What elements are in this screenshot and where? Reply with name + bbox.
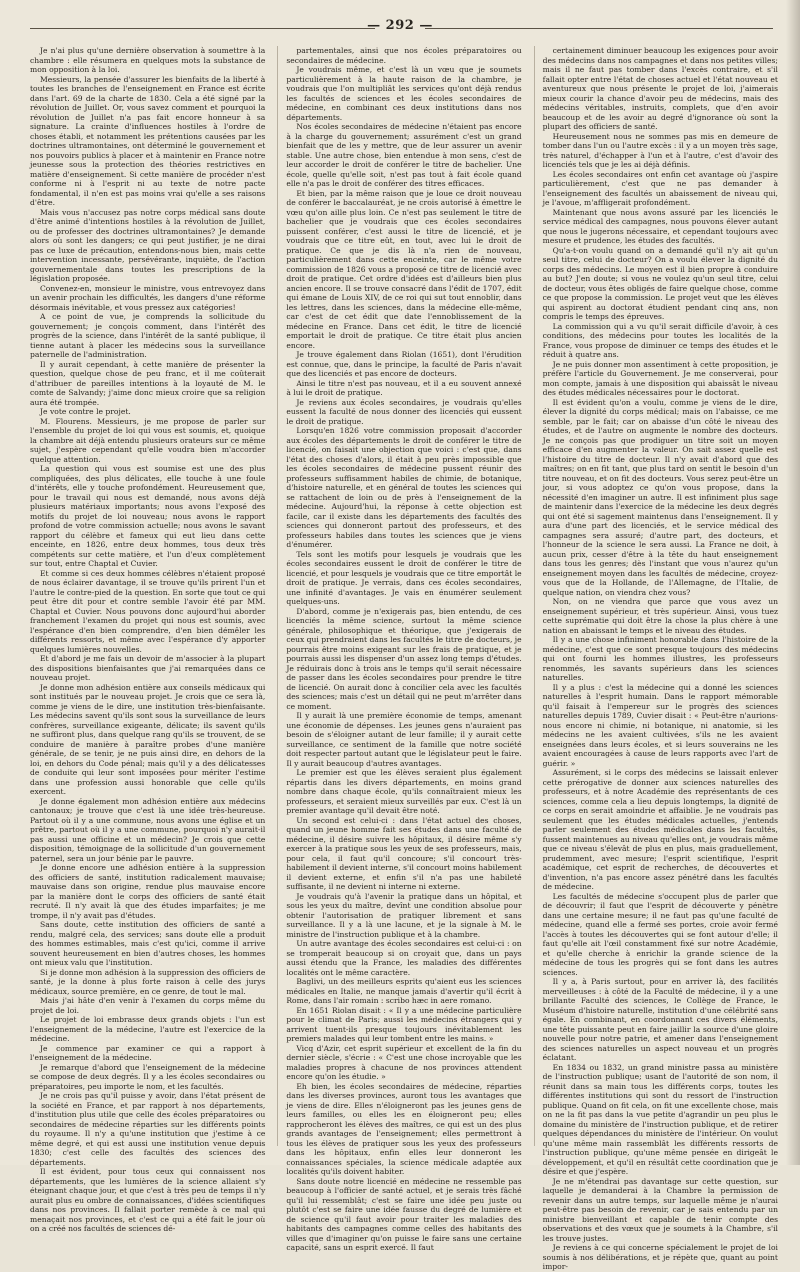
paragraph: Messieurs, la pensée d'assurer les bienfaits de la liberté à toutes les branches de l'enseignement en France est écrite dans l'art. 69 de la charte de 1830. Cela a été signé par la révolution de Juillet. Or, vous savez comment et pourquoi la révolution de Juillet n'a pas fait encore honneur à sa signature. La crainte d'influences hostiles à l'ordre de choses établi, et notamment les prétentions causées par les doctrines ultramontaines, ont déterminé le gouvernement et nos pouvoirs publics à placer et à maintenir en France notre jeunesse sous la protection des théories restrictives en matière d'enseignement. Si cette manière de procéder n'est conforme ni à l'esprit ni au texte de notre pacte fondamental, il n'en est pas moins vrai qu'elle a ses raisons d'être. xyxy=(30,74,266,207)
paragraph: Il est évident, pour tous ceux qui connaissent nos départements, que les lumières de la science allaient s'y éteignant chaque jour, et que c'est à très peu de temps il n'y aurait plus eu ombre de connaissances, d'idées scientifiques dans nos provinces. Il fallait porter remède à ce mal qui menaçait nos provinces, et c'est ce qui a été fait le jour où on a créé nos facultés de sciences dé- xyxy=(30,1167,266,1233)
column-middle xyxy=(277,46,522,1252)
header-rule-right xyxy=(425,28,773,29)
paragraph: Je vote contre le projet. xyxy=(40,407,131,416)
paragraph: Il y aurait cependant, à cette manière de présenter la question, quelque chose de peu franc, et il me coûterait d'attribuer de pareilles intentions à la loyauté de M. le comte de Salvandy; j'aime donc mieux croire que sa religion aura été trompée. xyxy=(30,359,266,407)
text-columns xyxy=(30,46,778,1271)
paragraph: D'abord, comme je n'exigerais pas, bien entendu, de ces licenciés la même science, surtout la même science générale, philosophique et théorique, que j'exigerais de ceux qui prendraient dans les facultés le titre de docteurs, je pourrais être moins exigeant sur les frais de pratique, et je pourrais aussi les dispenser d'un assez long temps d'études. Je réduirais donc à trois ans le temps qu'il serait nécessaire de passer dans les écoles secondaires pour prendre le titre de licencié. On aurait donc à concilier cela avec les facultés des sciences; mais c'est un détail qui ne peut m'arrêter dans ce moment. xyxy=(286,606,522,711)
paragraph: Les écoles secondaires ont enfin cet avantage où j'aspire particulièrement, c'est que ne pas demander à l'enseignement des facultés un abaissement de niveau qui, je l'avoue, m'affligerait profondément. xyxy=(542,169,778,207)
paragraph: En 1834 ou 1832, un grand ministre passa au ministère de l'instruction publique; usant de l'autorité de son nom, il réunit dans sa main tous les différents corps, toutes les différentes institutions qui sont du ressort de l'instruction publique. Quand on fit cela, on fit une excellente chose, mais on ne la fit pas dans la vue petite d'agrandir un peu plus le domaine du ministère de l'instruction publique, et de retirer quelques dépendances du ministère de l'intérieur. On voulut qu'une même main rassemblât les différents ressorts de l'instruction publique, qu'une même pensée en dirigeât le développement, et qu'il en résultât cette coordination que je désire et que j'espère. xyxy=(542,1062,778,1176)
paragraph: La question qui vous est soumise est une des plus compliquées, des plus délicates, elle touche à une foule d'intérêts, elle y touche profondément. Heureusement que, pour le travail qui nous est demandé, nous avons déjà plusieurs matériaux importants; nous avons l'exposé des motifs du projet de loi nouveau; nous avons le rapport profond de votre commission actuelle; nous avons le savant rapport du célèbre et fameux qui eut lieu dans cette enceinte, en 1826, entre deux hommes, tous deux très compétents sur cette matière, et l'un d'eux complètement sur tout, entre Chaptal et Cuvier. xyxy=(30,464,266,568)
paragraph: Si je donne mon adhésion à la suppression des officiers de santé, je la donne à plus forte raison à celle des jurys médicaux, source première, en ce genre, de tout le mal. xyxy=(30,967,266,996)
paragraph: Baglivi, un des meilleurs esprits qu'aient eus les sciences médicales en Italie, ne manque jamais d'avertir qu'il écrit à Rome, dans l'air romain : scribo hæc in aere romano. xyxy=(286,977,522,1005)
paragraph: Ainsi le titre n'est pas nouveau, et il a eu souvent annexé à lui le droit de pratique. xyxy=(286,378,522,397)
paragraph: Je ne crois pas qu'il puisse y avoir, dans l'état présent de la société en France, et par rapport à nos départements, d'institution plus utile que celle des écoles préparatoires ou secondaires de médecine réparties sur les différents points du royaume. Il n'y a qu'une institution que j'estime à ce même degré, et qui est aussi une institution venue depuis 1830; c'est celle des facultés des sciences des départements. xyxy=(30,1091,266,1167)
paragraph: A ce point de vue, je comprends la sollicitude du gouvernement; je conçois comment, dans l'intérêt des progrès de la science, dans l'intérêt de la santé publique, il tienne autant à placer les médecins sous la surveillance paternelle de l'administration. xyxy=(30,312,266,359)
paragraph: Un autre avantage des écoles secondaires est celui-ci : on se tromperait beaucoup si on croyait que, dans un pays aussi étendu que la France, les maladies des différentes localités ont le même caractère. xyxy=(286,939,522,977)
paragraph: Mais j'ai hâte d'en venir à l'examen du corps même du projet de loi. xyxy=(30,996,266,1015)
column-left xyxy=(30,46,266,1233)
paragraph: Tels sont les motifs pour lesquels je voudrais que les écoles secondaires eussent le droit de conférer le titre de licencié, et pour lesquels je voudrais que ce titre emportât le droit de pratique. Je verrais, dans ces écoles secondaires, une infinité d'avantages. Je vais en énumérer seulement quelques-uns. xyxy=(286,549,522,606)
paragraph: Maintenant que nous avons assuré par les licenciés le service médical des campagnes, nous pouvons élever autant que nous le jugerons nécessaire, et cependant toujours avec mesure et prudence, les études des facultés. xyxy=(542,207,778,245)
paragraph: Il y a, à Paris surtout, pour en arriver là, des facilités merveilleuses : à côté de la Faculté de médecine, il y a une brillante Faculté des sciences, le Collège de France, le Muséum d'histoire naturelle, institution d'une célébrité sans égale. En combinant, en coordonnant ces divers éléments, une tête puissante peut en faire jaillir la source d'une gloire nouvelle pour notre patrie, et amener dans l'enseignement des sciences naturelles un aspect nouveau et un progrès éclatant. xyxy=(542,977,778,1062)
paragraph: Je n'ai plus qu'une dernière observation à soumettre à la chambre : elle résumera en quelques mots la substance de mon opposition à la loi. xyxy=(30,46,266,74)
paragraph: Je ne m'étendrai pas davantage sur cette question, sur laquelle je demanderai à la Chambre la permission de revenir dans un autre temps, sur laquelle même je n'aurai peut-être pas besoin de revenir, car je sais entendu par un ministre bienveillant et capable de tenir compte des observations et des vœux que je soumets à la Chambre, s'il les trouve justes. xyxy=(542,1176,778,1243)
paragraph: Je trouve également dans Riolan (1651), dont l'érudition est connue, que, dans le principe, la faculté de Paris n'avait que des licenciés et pas encore de docteurs. xyxy=(286,350,522,378)
page-edge-shadow xyxy=(786,0,800,1165)
paragraph: Je donne également mon adhésion entière aux médecins cantonaux; je trouve que c'est là une idée très-heureuse. Partout où il y a une commune, nous avons une église et un prêtre, partout où il y a une commune, pourquoi n'y aurait-il pas aussi une officine et un médecin? Je crois que cette disposition, témoignage de la sollicitude d'un gouvernement paternel, sera un jour bénie par le pauvre. xyxy=(30,796,266,863)
paragraph: Convenez-en, monsieur le ministre, vous entrevoyez dans un avenir prochain les difficultés, les dangers d'une réforme désormais inévitable, et vous pressez aux catégories! xyxy=(30,283,266,312)
paragraph: Je voudrais même, et c'est là un vœu que je soumets particulièrement à la haute raison de la chambre, je voudrais que l'on multipliât les services qu'ont déjà rendus les facultés de sciences et les écoles secondaires de médecine, en combinant ces deux institutions dans nos départements. xyxy=(286,65,522,122)
paragraph: partementales, ainsi que nos écoles préparatoires ou secondaires de médecine. xyxy=(286,46,522,65)
paragraph: Il y a plus : c'est la médecine qui a donné les sciences naturelles à l'esprit humain. Dans le rapport mémorable qu'il faisait à l'empereur sur le progrès des sciences naturelles depuis 1789, Cuvier disait : « Peut-être n'aurions-nous encore ni chimie, ni botanique, ni anatomie, si les médecins ne les avaient cultivées, s'ils ne les avaient enseignées dans leurs écoles, et si leurs souverains ne les avaient encouragées à cause de leurs rapports avec l'art de guérir. » xyxy=(542,682,778,768)
paragraph: Je donne encore une adhésion entière à la suppression des officiers de santé, institution radicalement mauvaise; mauvaise dans son origine, rendue plus mauvaise encore par la manière dont le corps des officiers de santé était recruté. Il n'y avait là que des études imparfaites; je me trompe, il n'y avait pas d'études. xyxy=(30,863,266,920)
paragraph: certainement diminuer beaucoup les exigences pour avoir des médecins dans nos campagnes et dans nos petites villes; mais il ne faut pas tomber dans l'excès contraire, et s'il fallait opter entre l'état de choses actuel et l'état nouveau et aventureux que nous présente le projet de loi, j'aimerais mieux courir la chance d'avoir peu de médecins, mais des médecins véritables, instruits, complets, que d'en avoir beaucoup et de les avoir au degré d'ignorance où sont la plupart des officiers de santé. xyxy=(542,46,778,131)
paragraph: Je commence par examiner ce qui a rapport à l'enseignement de la médecine. xyxy=(30,1043,266,1062)
paragraph: Je remarque d'abord que l'enseignement de la médecine se compose de deux degrés. Il y a les écoles secondaires ou préparatoires, peu importe le nom, et les facultés. xyxy=(30,1062,266,1091)
paragraph: Il y aurait là une première économie de temps, amenant une économie de dépenses. Les jeunes gens n'auraient pas besoin de s'éloigner autant de leur famille; il y aurait cette surveillance, ce sentiment de la famille que notre société doit respecter partout autant que le législateur peut le faire. Il y aurait beaucoup d'autres avantages. xyxy=(286,711,522,768)
paragraph: Vicq d'Azir, cet esprit supérieur et excellent de la fin du dernier siècle, s'écrie : « C'est une chose incroyable que les maladies propres à chacune de nos provinces attendent encore qu'on les étudie. » xyxy=(286,1043,522,1081)
paragraph: Eh bien, les écoles secondaires de médecine, réparties dans les diverses provinces, auront tous les avantages que je viens de dire. Elles n'éloigneront pas les jeunes gens de leurs familles, ou elles les en éloigneront peu; elles rapprocheront les élèves des maîtres, ce qui est un des plus grands avantages de l'enseignement; elles permettront à tous les élèves de pratiquer sous les yeux des professeurs dans les hôpitaux, enfin elles leur donneront les connaissances spéciales, la science médicale adaptée aux localités qu'ils doivent habiter. xyxy=(286,1081,522,1176)
paragraph: Le projet de loi embrasse deux grands objets : l'un est l'enseignement de la médecine, l'autre est l'exercice de la médecine. xyxy=(30,1015,266,1043)
paragraph: Et bien, par la même raison que je loue ce droit nouveau de conférer le baccalauréat, je ne crois autorisé à émettre le vœu qu'on aille plus loin. Ce n'est pas seulement le titre de bachelier que je voudrais que ces écoles secondaires puissent conférer, c'est aussi le titre de licencié, et je voudrais que ce titre eût, en tout, avec lui le droit de pratique. Ce que je dis là n'a rien de nouveau, particulièrement dans cette enceinte, car le même votre commission de 1826 vous a proposé ce titre de licencié avec droit de pratique. Cet ordre d'idées est d'ailleurs bien plus ancien encore. Il se trouve consacré dans l'édit de 1707, édit qui émane de Louis XIV, de ce roi qui sut tout ennoblir, dans les lettres, dans les sciences, dans la médecine elle-même, car c'est de cet édit que date l'ennoblissement de la médecine en France. Dans cet édit, le titre de licencié emportait le droit de pratique. Ce titre était plus ancien encore. xyxy=(286,188,522,350)
paragraph: Heureusement nous ne sommes pas mis en demeure de tomber dans l'un ou l'autre excès : il y a un moyen très sage, très naturel, d'échapper à l'un et à l'autre, c'est d'avoir des licenciés tels que je les ai déjà définis. xyxy=(542,131,778,169)
paragraph: Je ne puis donner mon assentiment à cette proposition, je préfère l'article du Gouvernement. Je me conserverai, pour mon compte, jamais à une disposition qui abaissât le niveau des études médicales nécessaires pour le doctorat. xyxy=(542,359,778,397)
paragraph: Mais vous n'accusez pas notre corps médical sans doute d'être animé d'intentions hostiles à la révolution de Juillet, ou de professer des doctrines ultramontaines? Je demande alors où sont les dangers; ce qui peut justifier, je ne dirai pas ce luxe de précaution, entendons-nous bien, mais cette intervention incessante, persévérante, inquiète, de l'action gouvernementale dans toutes les prescriptions de la législation proposée. xyxy=(30,207,266,283)
paragraph: Je donne mon adhésion entière aux conseils médicaux qui sont institués par le nouveau projet. Je crois que ce sera là, comme je viens de le dire, une institution très-bienfaisante. Les médecins savent qu'ils sont sous la surveillance de leurs confrères, surveillance exigeante, délicate; ils savent qu'ils ne suffiront plus, dans quelque rang qu'ils se trouvent, de se conduire de manière à paraître probes d'une manière générale, de se tenir, je ne puis ainsi dire, en dehors de la loi, en dehors du Code pénal; mais qu'il y a des délicatesses de conduite qui leur sont imposées pour mériter l'estime dans une profession aussi honorable que celle qu'ils exercent. xyxy=(30,682,266,796)
page-number: — 292 — xyxy=(367,18,433,33)
paragraph: Sans doute, cette institution des officiers de santé a rendu, malgré cela, des services; sans doute elle a produit des hommes estimables, mais c'est qu'ici, comme il arrive souvent heureusement en bien d'autres choses, les hommes ont mieux valu que l'institution. xyxy=(30,920,266,967)
paragraph: Non, on ne viendra que parce que vous avez un enseignement supérieur, et très supérieur. Ainsi, vous tuez cette suprématie qui doit être la chose la plus chère à une nation en abaissant le temps et le niveau des études. xyxy=(542,597,778,635)
paragraph: Assurément, si le corps des médecins se laissait enlever cette prérogative de donner aux sciences naturelles des professeurs, et à notre Académie des représentants de ces sciences, comme cela a lieu depuis longtemps, la dignité de ce corps en serait amoindrie et affaiblie. Je ne voudrais pas seulement que les études médicales actuelles, j'entends parler seulement des études médicales dans les facultés, fussent maintenues au niveau qu'elles ont, je voudrais même que ce niveau s'élevât de plus en plus, mais graduellement, prudemment, avec mesure; l'esprit scientifique, l'esprit académique, cet esprit de recherches, de découvertes et d'invention, n'a pas encore assez pénétré dans les facultés de médecine. xyxy=(542,768,778,891)
paragraph: Je reviens aux écoles secondaires, je voudrais qu'elles eussent la faculté de nous donner des licenciés qui eussent le droit de pratique. xyxy=(286,397,522,426)
paragraph: Qu'a-t-on voulu quand on a demandé qu'il n'y ait qu'un seul titre, celui de docteur? On a voulu élever la dignité du corps des médecins. Le moyen est il bien propre à conduire au but? J'en doute; si vous ne voulez qu'un seul titre, celui de docteur, vous êtes obligés de faire quelque chose, comme ce que propose la commission. Le projet veut que les élèves qui aspirent au doctorat étudient pendant cinq ans, non compris le temps des épreuves. xyxy=(542,245,778,321)
paragraph: Le premier est que les élèves seraient plus également répartis dans les divers départements, en moins grand nombre dans chaque école, qu'ils connaîtraient mieux les professeurs, et seraient mieux surveillés par eux. C'est là un premier avantage qu'il devait être noté. xyxy=(286,768,522,815)
paragraph: Je voudrais qu'à l'avenir la pratique dans un hôpital, et sous les yeux du maître, devînt une condition absolue pour obtenir l'autorisation de pratiquer librement et sans surveillance. Il y a là une lacune, et je la signale à M. le ministre de l'instruction publique et à la chambre. xyxy=(286,891,522,939)
paragraph: Lorsqu'en 1826 votre commission proposait d'accorder aux écoles des départements le droit de conférer le titre de licencié, on faisait une objection que voici : c'est que, dans l'état des choses d'alors, il était à peu près impossible que les écoles secondaires de médecine pussent réunir des professeurs suffisamment habiles de chimie, de botanique, d'histoire naturelle, et en général de toutes les sciences qui se rattachent de loin ou de près à l'enseignement de la médecine. Aujourd'hui, la réponse à cette objection est facile, car il existe dans les départements des facultés des sciences qui donneront partout des professeurs, et des professeurs habiles dans toutes les sciences que je viens d'énumérer. xyxy=(286,426,522,549)
paragraph: Je reviens à ce qui concerne spécialement le projet de loi soumis à nos délibérations, et je répète que, quant au point impor- xyxy=(542,1243,778,1271)
paragraph: Nos écoles secondaires de médecine n'étaient pas encore à la charge du gouvernement; assurément c'est un grand bienfait que de les y mettre, que de leur assurer un avenir stable. Une autre chose, bien entendue à mon sens, c'est de leur accorder le droit de conférer le titre de bachelier. Une école, quelle qu'elle soit, n'est pas tout à fait école quand elle n'a pas le droit de conférer des titres efficaces. xyxy=(286,122,522,188)
paragraph: Il y a une chose infiniment honorable dans l'histoire de la médecine, c'est que ce sont presque toujours des médecins qui ont fourni les hommes illustres, les professeurs renommés, les savants supérieurs dans les sciences naturelles. xyxy=(542,635,778,682)
page-header xyxy=(0,18,800,38)
paragraph: Sans doute notre licencié en médecine ne ressemble pas beaucoup à l'officier de santé actuel, et je serais très fâché qu'il lui ressemblât; c'est se faire une idée peu juste ou plutôt c'est se faire une idée fausse du degré de lumière et de science qu'il faut avoir pour traiter les maladies des habitants des campagnes comme celles des habitants des villes que d'imaginer qu'on puisse le faire sans une certaine capacité, sans un esprit exercé. Il faut xyxy=(286,1176,522,1252)
paragraph: La commission qui a vu qu'il serait difficile d'avoir, à ces conditions, des médecins pour toutes les localités de la France, vous propose de diminuer ce temps des études et le réduit à quatre ans. xyxy=(542,321,778,359)
paragraph: Et d'abord je me fais un devoir de m'associer à la plupart des dispositions bienfaisantes que j'ai remarquées dans ce nouveau projet. xyxy=(30,654,266,682)
paragraph: M. Flourens. Messieurs, je me propose de parler sur l'ensemble du projet de loi qui vous est soumis, et, quoique la chambre ait déjà entendu plusieurs orateurs sur ce même sujet, j'espère cependant qu'elle voudra bien m'accorder quelque attention. xyxy=(30,416,266,464)
paragraph: Les facultés de médecine s'occupent plus de parler que de découvrir; il faut que l'esprit de découverte y pénètre dans une certaine mesure; il ne faut pas qu'une faculté de médecine, quand elle a fermé ses portes, croie avoir fermé l'accès à toutes les découvertes qui se font autour d'elle; il faut qu'elle ait l'œil constamment fixé sur notre Académie, et qu'elle cherche à enrichir la grande science de la médecine de tous les progrès qui se font dans les autres sciences. xyxy=(542,891,778,977)
column-right xyxy=(534,46,778,1271)
paragraph: En 1651 Riolan disait : « Il y a une médecine particulière pour le climat de Paris; aussi les médecins étrangers qui y arrivent tuent-ils presque toujours inévitablement les premiers malades qui leur tombent entre les mains. » xyxy=(286,1005,522,1043)
paragraph: Et comme si ces deux hommes célèbres n'étaient proposé de nous éclairer davantage, il se trouve qu'ils prirent l'un et l'autre le contre-pied de la question. En sorte que tout ce qui peut être dit pour et contre semble l'avoir été par MM. Chaptal et Cuvier. Nous pouvons donc aujourd'hui aborder franchement l'examen du projet qui nous est soumis, avec l'espérance d'en bien comprendre, d'en bien démêler les différents ressorts, et même avec l'espérance d'y apporter quelques lumières nouvelles. xyxy=(30,568,266,654)
paragraph: Un second est celui-ci : dans l'état actuel des choses, quand un jeune homme fait ses études dans une faculté de médecine, il désire suivre les hôpitaux, il désire même s'y exercer à la pratique sous les yeux de ses professeurs, mais, pour cela, il faut qu'il concoure; s'il concourt très-habilement il devient interne, s'il concourt moins habilement il devient externe, et enfin s'il n'a pas une habileté suffisante, il ne devient ni interne ni externe. xyxy=(286,815,522,891)
paragraph: Il est évident qu'on a voulu, comme je viens de le dire, élever la dignité du corps médical; mais on l'abaisse, ce me semble, par le fait; car on abaisse d'un côté le niveau des études, et de l'autre on augmente le nombre des docteurs. Je ne conçois pas que prodiguer un titre soit un moyen efficace d'en augmenter la valeur. On sait assez quelle est l'histoire du titre de docteur. Il n'y avait d'abord que des maîtres; on en fit tant, que plus tard on sentit le besoin d'un titre nouveau, et on fit des docteurs. Vous serez peut-être un jour, si vous adoptez ce qu'on vous propose, dans la nécessité d'en imaginer un autre. Il est infiniment plus sage de maintenir dans l'exercice de la médecine les deux degrés qui ont été si sagement maintenus dans l'enseignement. Il y aura d'une part des licenciés, et le service médical des campagnes sera assuré; d'autre part, des docteurs, et l'honneur de la science le sera aussi. La France ne doit, à aucun prix, cesser d'être à la tête du haut enseignement dans tous les genres; dès l'instant que vous n'aurez qu'un enseignement moyen dans les facultés de médecine, croyez-vous que de la Hollande, de l'Allemagne, de l'Italie, de quelque nation, on viendra chez vous? xyxy=(542,397,778,597)
